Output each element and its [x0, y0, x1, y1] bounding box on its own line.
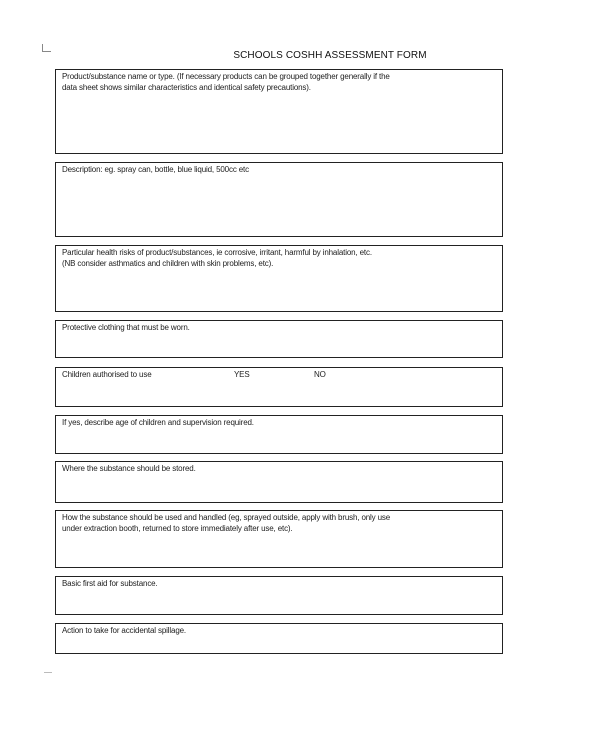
field-label: If yes, describe age of children and supervision required. [62, 418, 254, 427]
field-label: Children authorised to use [62, 370, 152, 379]
usage-handling-field[interactable] [55, 510, 503, 568]
field-label: Where the substance should be stored. [62, 464, 196, 473]
yes-option[interactable]: YES [234, 370, 250, 379]
health-risks-field[interactable] [55, 245, 503, 312]
no-option[interactable]: NO [314, 370, 326, 379]
form-title: SCHOOLS COSHH ASSESSMENT FORM [233, 50, 427, 61]
field-label: Description: eg. spray can, bottle, blue liquid, 500cc etc [62, 165, 249, 174]
field-label: Protective clothing that must be worn. [62, 323, 190, 332]
field-label: Product/substance name or type. (If necessary products can be grouped together generally if the [62, 72, 390, 81]
field-label: Basic first aid for substance. [62, 579, 158, 588]
protective-clothing-field[interactable] [55, 320, 503, 358]
field-label: Particular health risks of product/substances, ie corrosive, irritant, harmful by inhalation, etc. [62, 248, 372, 257]
field-label: Action to take for accidental spillage. [62, 626, 187, 635]
children-authorised-field[interactable] [55, 367, 503, 407]
product-substance-field[interactable] [55, 69, 503, 154]
field-label-continued: (NB consider asthmatics and children with skin problems, etc). [62, 258, 274, 268]
storage-field[interactable] [55, 461, 503, 503]
field-label: How the substance should be used and handled (eg, sprayed outside, apply with brush, only use [62, 513, 391, 522]
spillage-action-field[interactable] [55, 623, 503, 654]
margin-mark-bottom [44, 672, 52, 673]
children-age-supervision-field[interactable] [55, 415, 503, 454]
field-label-continued: under extraction booth, returned to store immediately after use, etc). [62, 523, 293, 533]
field-label-continued: data sheet shows similar characteristics and identical safety precautions). [62, 82, 311, 92]
description-field[interactable] [55, 162, 503, 237]
first-aid-field[interactable] [55, 576, 503, 615]
